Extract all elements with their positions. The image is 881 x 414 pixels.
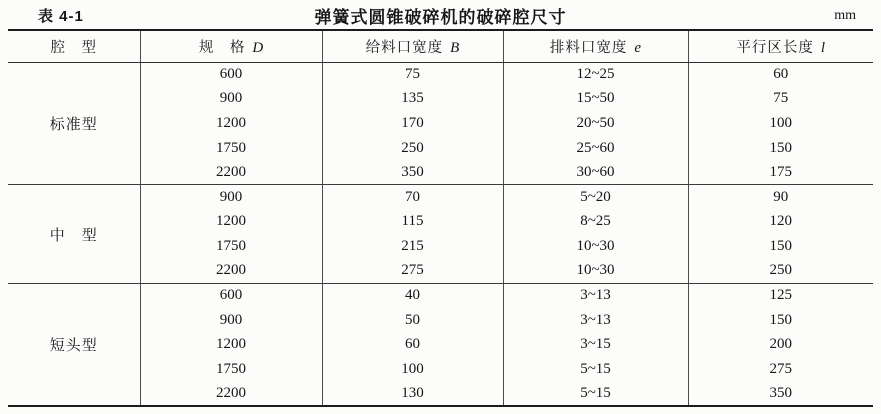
cell-discharge-e: 25~60 (503, 136, 688, 161)
cell-parallel-l: 175 (688, 160, 873, 185)
cell-parallel-l: 150 (688, 308, 873, 333)
cell-feed-b: 100 (322, 357, 503, 382)
col-header-text: 平行区长度 (736, 39, 814, 56)
cell-spec-d: 1200 (140, 210, 322, 235)
col-header-text: 腔 型 (50, 39, 97, 56)
cell-parallel-l: 200 (688, 333, 873, 358)
cell-spec-d: 2200 (140, 160, 322, 185)
cell-discharge-e: 15~50 (503, 87, 688, 112)
cell-discharge-e: 10~30 (503, 234, 688, 259)
cell-feed-b: 135 (322, 87, 503, 112)
cell-spec-d: 900 (140, 308, 322, 333)
col-header-variable: D (252, 39, 264, 56)
chamber-type-label: 中 型 (8, 185, 140, 283)
cell-feed-b: 40 (322, 283, 503, 308)
col-header-discharge-width-e (503, 30, 688, 62)
col-header-variable: l (820, 39, 826, 56)
cell-feed-b: 275 (322, 259, 503, 284)
cell-discharge-e: 12~25 (503, 62, 688, 87)
table-row (8, 283, 873, 308)
cell-discharge-e: 5~15 (503, 382, 688, 407)
cell-feed-b: 130 (322, 382, 503, 407)
table-number-label: 表 4-1 (38, 8, 84, 25)
cell-discharge-e: 8~25 (503, 210, 688, 235)
cell-parallel-l: 275 (688, 357, 873, 382)
cell-spec-d: 2200 (140, 259, 322, 284)
cell-spec-d: 1200 (140, 333, 322, 358)
cell-spec-d: 900 (140, 87, 322, 112)
col-header-feed-width-b (322, 30, 503, 62)
cell-parallel-l: 100 (688, 111, 873, 136)
cell-feed-b: 215 (322, 234, 503, 259)
col-header-parallel-length-l (688, 30, 873, 62)
cell-parallel-l: 250 (688, 259, 873, 284)
cell-feed-b: 70 (322, 185, 503, 210)
table-row (8, 185, 873, 210)
col-header-variable: e (634, 39, 642, 56)
col-header-spec-d (140, 30, 322, 62)
cell-spec-d: 900 (140, 185, 322, 210)
col-header-chamber-type (8, 30, 140, 62)
cell-parallel-l: 120 (688, 210, 873, 235)
cell-feed-b: 170 (322, 111, 503, 136)
chamber-type-label: 短头型 (49, 338, 98, 355)
table-title: 弹簧式圆锥破碎机的破碎腔尺寸 (314, 8, 567, 27)
cell-spec-d: 600 (140, 283, 322, 308)
col-header-variable: B (450, 39, 460, 56)
cell-feed-b: 250 (322, 136, 503, 161)
cell-feed-b: 50 (322, 308, 503, 333)
cell-discharge-e: 10~30 (503, 259, 688, 284)
cell-discharge-e: 30~60 (503, 160, 688, 185)
cell-discharge-e: 20~50 (503, 111, 688, 136)
cell-discharge-e: 3~15 (503, 333, 688, 358)
cell-parallel-l: 90 (688, 185, 873, 210)
table-caption-bar (0, 0, 881, 29)
cell-spec-d: 1200 (140, 111, 322, 136)
cell-spec-d: 1750 (140, 357, 322, 382)
col-header-text: 排料口宽度 (549, 39, 628, 56)
cell-parallel-l: 150 (688, 234, 873, 259)
header-row (8, 30, 873, 62)
cell-spec-d: 600 (140, 62, 322, 87)
cell-parallel-l: 60 (688, 62, 873, 87)
cell-feed-b: 75 (322, 62, 503, 87)
cell-spec-d: 1750 (140, 234, 322, 259)
cell-spec-d: 1750 (140, 136, 322, 161)
cell-parallel-l: 125 (688, 283, 873, 308)
cell-parallel-l: 75 (688, 87, 873, 112)
cell-spec-d: 2200 (140, 382, 322, 407)
table-row (8, 62, 873, 87)
cell-discharge-e: 5~20 (503, 185, 688, 210)
cell-discharge-e: 3~13 (503, 308, 688, 333)
cell-discharge-e: 5~15 (503, 357, 688, 382)
cell-feed-b: 115 (322, 210, 503, 235)
chamber-type-label: 标准型 (8, 62, 140, 185)
cell-parallel-l: 350 (688, 382, 873, 407)
cell-discharge-e: 3~13 (503, 283, 688, 308)
cell-feed-b: 60 (322, 333, 503, 358)
cell-feed-b: 350 (322, 160, 503, 185)
col-header-text: 规 格 (198, 39, 246, 56)
unit-label: mm (834, 8, 856, 23)
col-header-text: 给料口宽度 (365, 39, 444, 56)
crusher-spec-table (8, 29, 873, 407)
cell-parallel-l: 150 (688, 136, 873, 161)
